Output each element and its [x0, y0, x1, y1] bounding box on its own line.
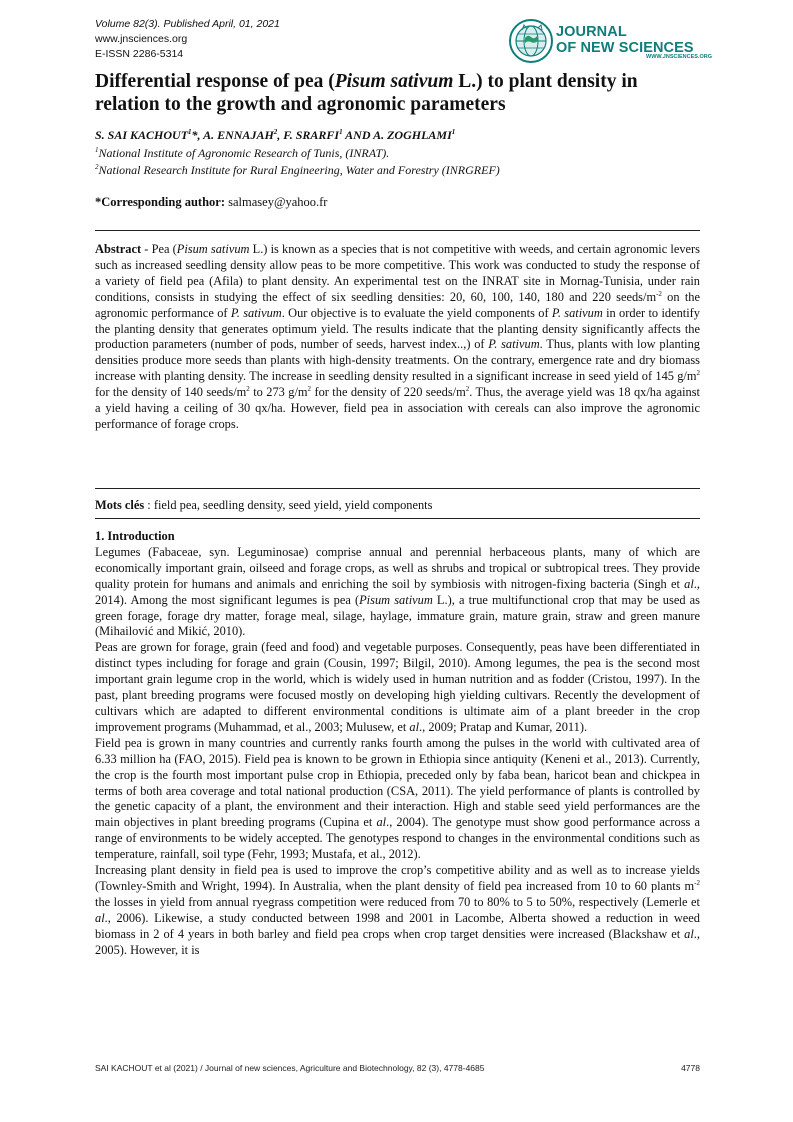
journal-site[interactable]: www.jnsciences.org	[95, 33, 188, 45]
section-heading: 1. Introduction	[95, 529, 175, 543]
author: S. SAI KACHOUT$^1$*,	[95, 128, 204, 142]
corresponding-email[interactable]: salmasey@yahoo.fr	[225, 195, 328, 209]
abstract-label: Abstract	[95, 242, 142, 256]
divider-top	[95, 230, 700, 231]
author: A. ZOGHLAMI$^1$	[373, 128, 456, 142]
corresponding-author: *Corresponding author: salmasey@yahoo.fr	[95, 195, 328, 209]
affiliation-1: $^1$National Institute of Agronomic Research of Tunis, (INRAT).	[95, 146, 390, 160]
paragraph: Field pea is grown in many countries and currently ranks fourth among the pulses in the world with cultivated area of 6.33 million ha (FAO, 2015). Field pea is known to be grown in Ethiopia since antiquity (Keneni et al., 2013). Currently, the crop is the fourth most important pulse crop in Ethiopia, preceded only by faba bean, haricot bean and chickpea in terms of both area coverage and total national production (CSA, 2011). The yield performance of plants is controlled by the genetic capacity of a plant, the environment and their interaction. High and stable seed yield performances are the main objectives in plant breeding programs (Cupina et al., 2004). The genotype must show good performance across a range of environments to be widely accepted. The genotypes respond to changes in the environmental conditions such as temperature, rainfall, soil type (Fehr, 1993; Mustafa, et al., 2012).	[95, 735, 700, 862]
divider-bottom	[95, 518, 700, 519]
introduction-section	[95, 529, 700, 958]
journal-logo	[508, 18, 713, 64]
page-footer	[95, 1063, 700, 1073]
paper-title: Differential response of pea (Pisum sativum L.) to plant density in relation to the growth and agronomic parameters	[95, 71, 638, 115]
journal-meta	[95, 17, 280, 62]
affiliation-2: $^2$National Research Institute for Rural Engineering, Water and Forestry (INRGREF)	[95, 163, 500, 177]
paragraph: Legumes (Fabaceae, syn. Leguminosae) comprise annual and perennial herbaceous plants, many of which are economically important grain, oilseed and forage crops, as well as shrubs and tropical or subtropical trees. They provide quality protein for humans and animals and enriching the soil by symbiosis with nitrogen-fixing bacteria (Singh et al., 2014). Among the most significant legumes is pea (Pisum sativum L.), a true multifunctional crop that may be used as green forage, forage dry matter, forage meal, silage, haylage, immature grain, mature grain, straw and green manure (Mihailović and Mikić, 2010).	[95, 544, 700, 639]
author-list	[95, 128, 455, 143]
volume-line: Volume 82(3). Published April, 01, 2021	[95, 18, 280, 30]
page-number: 4778	[681, 1063, 700, 1073]
globe-logo-icon	[508, 18, 554, 64]
author: F. SRARFI$^1$ AND	[283, 128, 374, 142]
issn-line: E-ISSN 2286-5314	[95, 48, 184, 60]
footer-citation: SAI KACHOUT et al (2021) / Journal of new sciences, Agriculture and Biotechnology, 82 (3), 4778-4685	[95, 1063, 485, 1073]
divider-mid	[95, 488, 700, 489]
paragraph: Peas are grown for forage, grain (feed and food) and vegetable purposes. Consequently, peas have been differentiated in distinct types including for forage and grain (Cousin, 1997; Bilgil, 2010). Among legumes, the pea is the second most important grain legume crop in the world, which is widely used in human nutrition and as fodder (Cristou, 1997). In the past, plant breeding programs were focused mostly on developing high yielding cultivars. Recently the development of cultivars which are adapted to different environmental conditions is ultimate aim of a plant breeder in the crop improvement programs (Muhammad, et al., 2003; Mulusew, et al., 2009; Pratap and Kumar, 2011).	[95, 640, 700, 734]
keywords-label: Mots clés	[95, 498, 145, 512]
logo-url: WWW.JNSCIENCES.ORG	[646, 54, 713, 60]
keywords: Mots clés : field pea, seedling density, seed yield, yield components	[95, 498, 433, 512]
abstract: Abstract - Pea (Pisum sativum L.) is known as a species that is not competitive with weeds, and certain agronomic levers such as increased seedling density allow peas to be more competitive. This work was conducted to study the response of a variety of field pea (Afila) to plant density. An experimental test on the INRAT site in Mornag-Tunisia, under rain conditions, consists in studying the effect of six seedling densities: 20, 60, 100, 140, 180 and 220 seeds/$m^{-2}$ on the agronomic performance of P. sativum. Our objective is to evaluate the yield components of P. sativum in order to identify the planting density that generates optimum yield. The results indicate that the planting density significantly affects the production parameters (number of pods, number of seeds, harvest index..,) of P. sativum. Thus, plants with low planting densities produce more seeds than plants with high-density treatments. On the contrary, emergence rate and dry biomass increase with planting density. The increase in seedling density resulted in a significant increase in seed yield of 145 $g/m^2$ for the density of 140 seeds/$m^2$ to 273 $g/m^2$ for the density of 220 seeds/$m^2$. Thus, the average yield was 18 qx/ha against a yield having a ceiling of 30 qx/ha. However, field pea in association with cereals can also improve the agronomic performance of forage crops.	[95, 242, 700, 431]
author: A. ENNAJAH$^2$,	[203, 128, 284, 142]
paragraph: Increasing plant density in field pea is used to improve the crop’s competitive ability and as well as to increase yields (Townley-Smith and Wright, 1994). In Australia, when the plant density of field pea increased from 10 to 60 plants $m^{-2}$ the losses in yield from annual ryegrass competition were reduced from 70 to 80% to 5 to 50%, respectively (Lemerle et al., 2006). Likewise, a study conducted between 1998 and 2001 in Lacombe, Alberta showed a reduction in weed biomass in 2 of 4 years in both barley and field pea crops when crop target densities were increased (Blackshaw et al., 2005). However, it is	[95, 863, 700, 957]
logo-wordmark: JOURNAL OF NEW SCIENCES	[556, 24, 694, 56]
